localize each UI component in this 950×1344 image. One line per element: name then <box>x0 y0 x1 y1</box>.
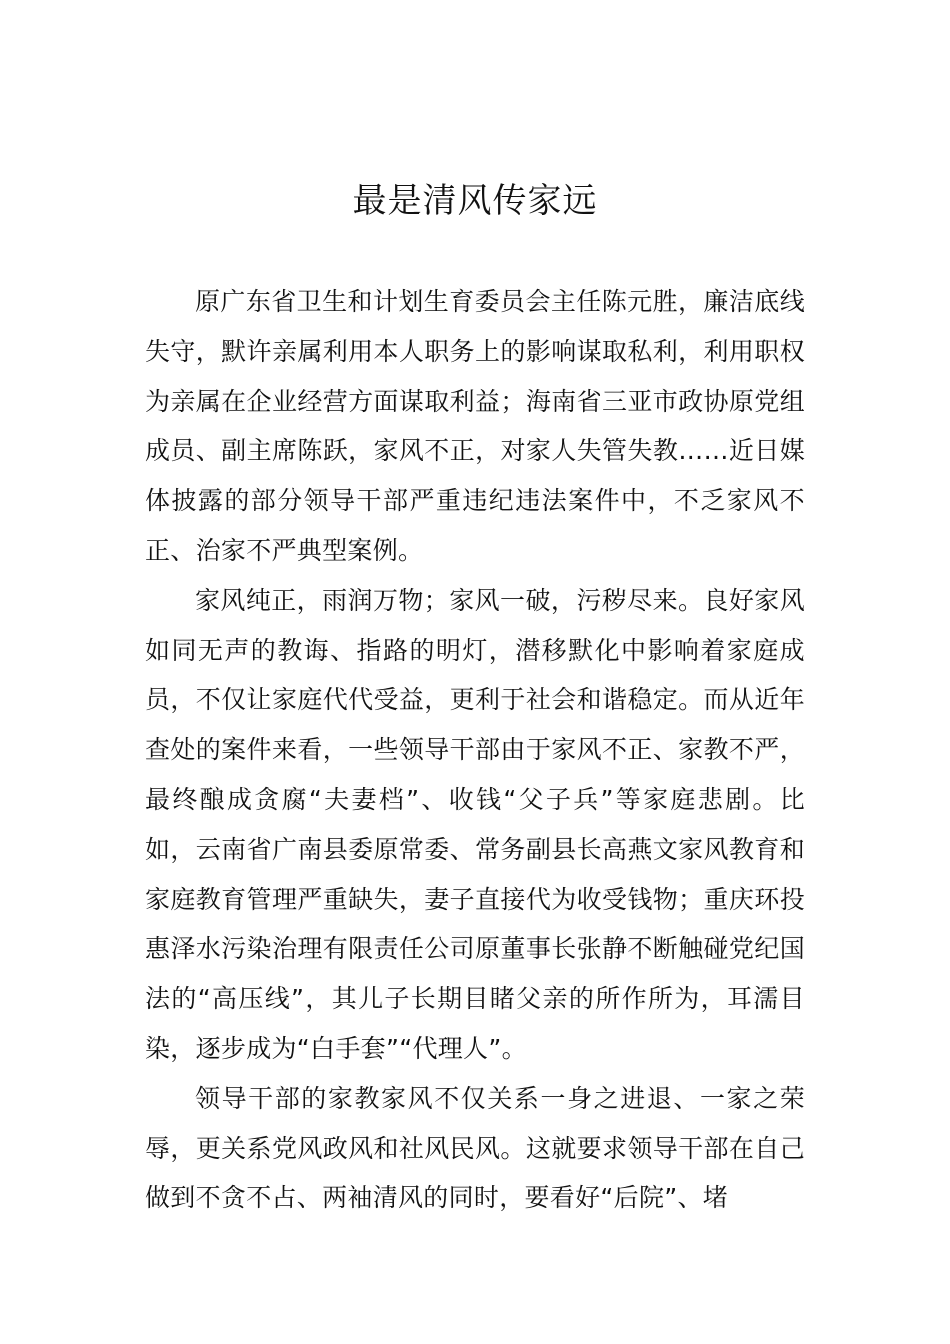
document-title: 最是清风传家远 <box>352 181 598 221</box>
paragraph-1: 原广东省卫生和计划生育委员会主任陈元胜，廉洁底线失守，默许亲属利用本人职务上的影响谋取私利，利用职权为亲属在企业经营方面谋取利益；海南省三亚市政协原党组成员、副主席陈跃，家风不正，对家人失管失教……近日媒体披露的部分领导干部严重违纪违法案件中，不乏家风不正、治家不严典型案例。 <box>145 287 805 565</box>
document-body <box>145 277 805 1223</box>
paragraph-2: 家风纯正，雨润万物；家风一破，污秽尽来。良好家风如同无声的教诲、指路的明灯，潜移默化中影响着家庭成员，不仅让家庭代代受益，更利于社会和谐稳定。而从近年查处的案件来看，一些领导干部由于家风不正、家教不严，最终酿成贪腐“夫妻档”、收钱“父子兵”等家庭悲剧。比如，云南省广南县委原常委、常务副县长高燕文家风教育和家庭教育管理严重缺失，妻子直接代为收受钱物；重庆环投惠泽水污染治理有限责任公司原董事长张静不断触碰党纪国法的“高压线”，其儿子长期目睹父亲的所作所为，耳濡目染，逐步成为“白手套”“代理人”。 <box>145 585 805 1063</box>
paragraph-3: 领导干部的家教家风不仅关系一身之进退、一家之荣辱，更关系党风政风和社风民风。这就要求领导干部在自己做到不贪不占、两袖清风的同时，要看好“后院”、堵 <box>145 1083 805 1213</box>
